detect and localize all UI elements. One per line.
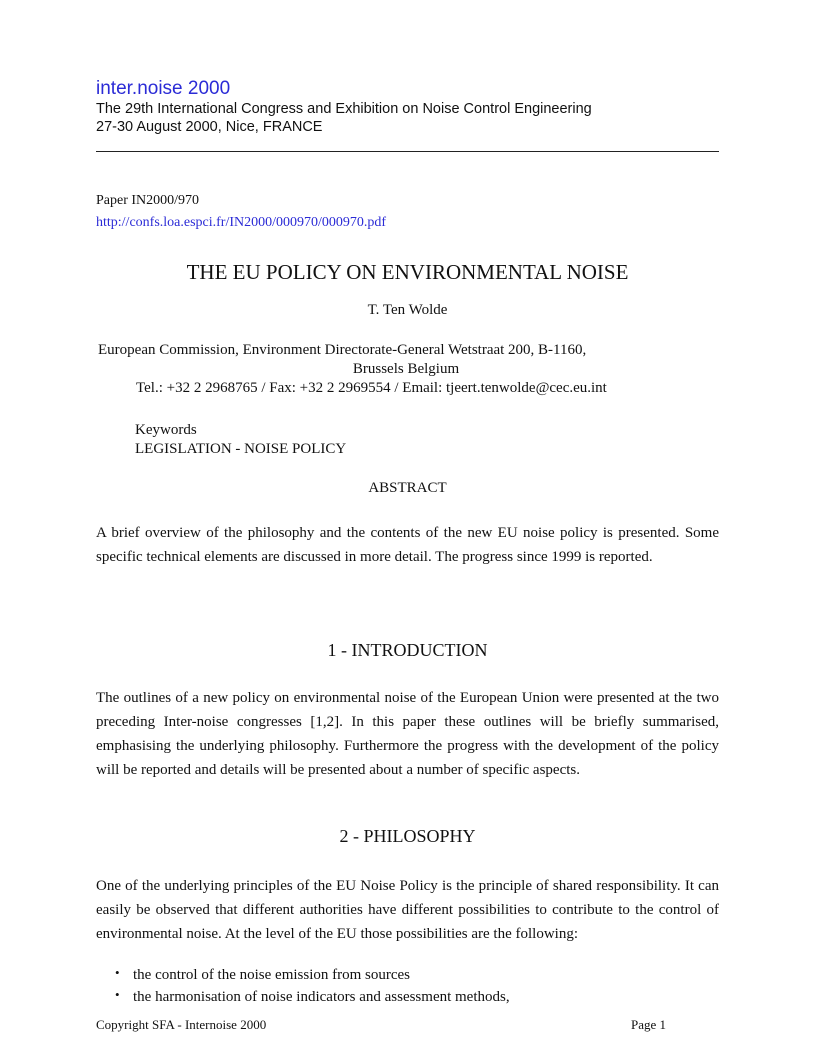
bullet-icon: •	[115, 965, 120, 980]
paper-id: Paper IN2000/970	[96, 193, 200, 208]
introduction-text: The outlines of a new policy on environmental noise of the European Union were presented at the two preceding Inter-noise congresses [1,2]. In this paper these outlines will be briefly summarised, emphasising the underlying philosophy. Furthermore the progress with the development of the policy will be reported and details will be presented about a number of specific aspects.	[96, 690, 719, 778]
section-heading-introduction: 1 - INTRODUCTION	[327, 640, 488, 660]
conference-title: inter.noise 2000	[96, 78, 231, 99]
keywords-label: Keywords	[135, 422, 197, 438]
bullet-text: the control of the noise emission from sources	[133, 967, 411, 983]
footer-page-number: Page 1	[630, 1017, 666, 1032]
conference-subtitle: The 29th International Congress and Exhibition on Noise Control Engineering	[96, 101, 592, 117]
paper-title: THE EU POLICY ON ENVIRONMENTAL NOISE	[186, 260, 629, 284]
philosophy-text: One of the underlying principles of the EU Noise Policy is the principle of shared responsibility. It can easily be observed that different authorities have different possibilities to contribute to the control of environmental noise. At the level of the EU those possibilities are the following:	[96, 878, 719, 942]
philosophy-bullet-list	[115, 964, 510, 1008]
affiliation-line-1: European Commission, Environment Directorate-General Wetstraat 200, B-1160,	[98, 342, 587, 358]
keywords-block	[135, 421, 346, 459]
header-divider	[96, 151, 719, 152]
list-item	[115, 986, 510, 1008]
paper-author: T. Ten Wolde	[367, 302, 448, 318]
affiliation-line-2: Brussels Belgium	[352, 361, 460, 377]
conference-dates: 27-30 August 2000, Nice, FRANCE	[96, 119, 323, 135]
keywords-list: LEGISLATION - NOISE POLICY	[135, 441, 347, 457]
section-heading-philosophy: 2 - PHILOSOPHY	[339, 826, 476, 846]
abstract-text: A brief overview of the philosophy and the contents of the new EU noise policy is presented. Some specific technical elements are discussed in more detail. The progress since 1999 is reported.	[96, 525, 719, 565]
affiliation-contact: Tel.: +32 2 2968765 / Fax: +32 2 2969554 / Email: tjeert.tenwolde@cec.eu.int	[136, 380, 607, 396]
bullet-text: the harmonisation of noise indicators and assessment methods,	[133, 989, 510, 1005]
paper-url-link[interactable]: http://confs.loa.espci.fr/IN2000/000970/000970.pdf	[96, 215, 387, 230]
author-affiliation	[96, 341, 719, 398]
conference-header	[96, 78, 719, 136]
list-item	[115, 964, 510, 986]
footer-copyright: Copyright SFA - Internoise 2000	[96, 1017, 267, 1032]
bullet-icon: •	[115, 987, 120, 1002]
abstract-heading: ABSTRACT	[368, 480, 447, 496]
